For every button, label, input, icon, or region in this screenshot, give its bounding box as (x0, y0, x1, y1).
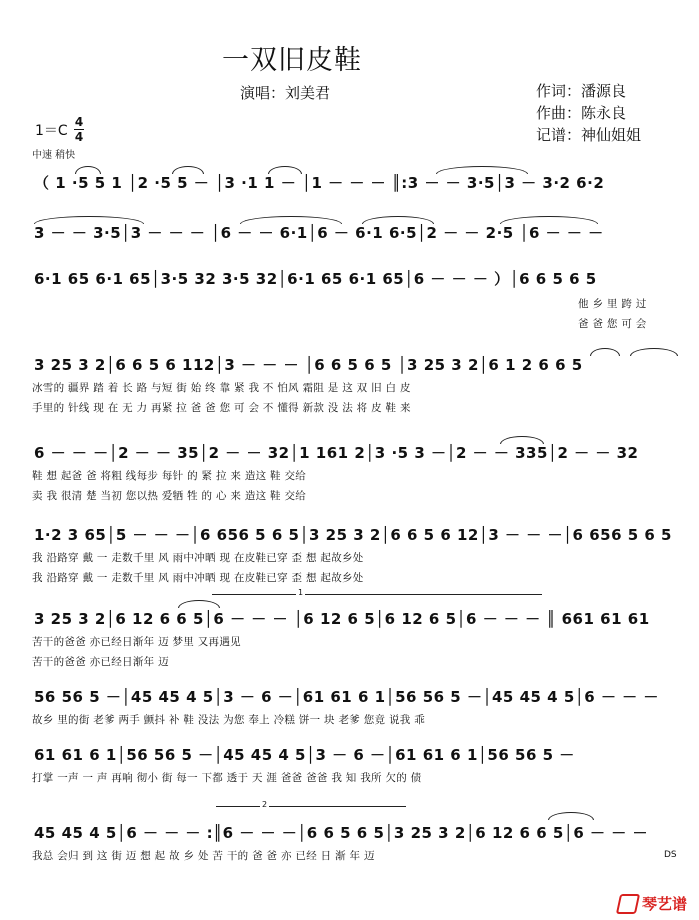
notation-row-4: 3 25 3 2│6 6 5 6 112│3 － － － │6 6 5 6 5 │3 25 3 2│6 1 2 6 6 5 (34, 356, 583, 374)
transcriber-credit: 记谱：神仙姐姐 (536, 126, 642, 144)
site-logo-icon (616, 894, 640, 914)
notation-row-6: 1·2 3 65│5 － － －│6 656 5 6 5│3 25 3 2│6 6 5 6 12│3 － － －│6 656 5 6 5 (34, 526, 672, 544)
lyric-row-5-verse-1: 鞋 想 起爸 爸 将粗 线每步 每针 的 紧 拉 来 造这 鞋 交给 (32, 470, 307, 482)
volta-bracket-1 (212, 594, 542, 595)
singer-credit: 演唱：刘美君 (240, 84, 331, 102)
lyric-row-6-verse-2: 我 沿路穿 戴 一 走数千里 风 雨中冲晒 现 在皮鞋已穿 歪 想 起故乡处 (32, 572, 364, 584)
composer-credit: 作曲：陈永良 (536, 104, 627, 122)
notation-row-1: （ 1 ·5 5 1 │2 ·5 5 － │3 ·1 1 － │1 － － － ║:3 － － 3·5│3 － 3·2 6·2 (34, 174, 605, 192)
slur-mark (548, 812, 594, 820)
volta-number-2: 2 (262, 800, 268, 809)
lyric-row-4-verse-1: 冰雪的 疆界 踏 着 长 路 与短 街 始 终 靠 紧 我 不 怕风 霜阻 是 这 双 旧 白 皮 (32, 382, 411, 394)
lyric-row-10: 我总 会归 到 这 街 迈 想 起 故 乡 处 苦 干的 爸 爸 亦 已经 日 渐 年 迈 (32, 850, 375, 862)
volta-bracket-2 (216, 806, 406, 807)
site-name: 琴艺谱 (641, 894, 687, 913)
slur-mark (178, 600, 220, 608)
site-watermark (618, 893, 687, 915)
notation-row-10: 45 45 4 5│6 － － － :║6 － － －│6 6 5 6 5│3 25 3 2│6 12 6 6 5│6 － － － (34, 824, 648, 842)
time-signature-bottom: 4 (74, 130, 84, 144)
tempo-marking: 中速 稍快 (32, 150, 76, 161)
notation-row-5: 6 － － －│2 － － 35│2 － － 32│1 161 2│3 ·5 3 －│2 － － 335│2 － － 32 (34, 444, 639, 462)
notation-row-3: 6·1 65 6·1 65│3·5 32 3·5 32│6·1 65 6·1 65│6 － － － ）│6 6 5 6 5 (34, 270, 597, 288)
volta-number-1: 1 (298, 588, 304, 597)
lyric-row-7-verse-2: 苦干的爸爸 亦已经日渐年 迈 (32, 656, 169, 668)
notation-row-8: 56 56 5 －│45 45 4 5│3 － 6 －│61 61 6 1│56 56 5 －│45 45 4 5│6 － － － (34, 688, 659, 706)
notation-row-2: 3 － － 3·5│3 － － － │6 － － 6·1│6 － 6·1 6·5│2 － － 2·5 │6 － － － (34, 224, 604, 242)
lyric-row-6-verse-1: 我 沿路穿 戴 一 走数千里 风 雨中冲晒 现 在皮鞋已穿 歪 想 起故乡处 (32, 552, 364, 564)
lyric-row-4-verse-2: 手里的 针线 现 在 无 力 再紧 拉 爸 爸 您 可 会 不 懂得 新款 没 法 将 皮 鞋 来 (32, 402, 411, 414)
time-signature (74, 116, 84, 143)
notation-row-9: 61 61 6 1│56 56 5 －│45 45 4 5│3 － 6 －│61 61 6 1│56 56 5 － (34, 746, 575, 764)
lyric-row-8: 故乡 里的街 老爹 两手 颤抖 补 鞋 没法 为您 奉上 冷糕 饼一 块 老爹 您竟 说我 乖 (32, 714, 426, 726)
time-signature-top: 4 (74, 115, 84, 129)
slur-mark (630, 348, 678, 356)
notation-row-7: 3 25 3 2│6 12 6 6 5│6 － － － │6 12 6 5│6 12 6 5│6 － － － ║ 661 61 61 (34, 610, 650, 628)
lyric-row-7-verse-1: 苦干的爸爸 亦已经日渐年 迈 梦里 又再遇见 (32, 636, 241, 648)
song-title: 一双旧皮鞋 (222, 45, 362, 76)
slur-mark (590, 348, 620, 356)
lyricist-credit: 作词：潘源良 (536, 82, 627, 100)
lyric-row-5-verse-2: 卖 我 很清 楚 当初 您以热 爱牺 牲 的 心 来 造这 鞋 交给 (32, 490, 307, 502)
lyric-row-9: 打掌 一声 一 声 再响 彻小 街 每一 下都 透于 天 涯 爸爸 爸爸 我 知 我所 欠的 债 (32, 772, 422, 784)
lyric-row-3-verse-1: 他 乡 里 跨 过 (578, 298, 647, 310)
ds-marking: DS (664, 850, 677, 860)
lyric-row-3-verse-2: 爸 爸 您 可 会 (578, 318, 647, 330)
key-signature: 1＝C (35, 123, 68, 139)
